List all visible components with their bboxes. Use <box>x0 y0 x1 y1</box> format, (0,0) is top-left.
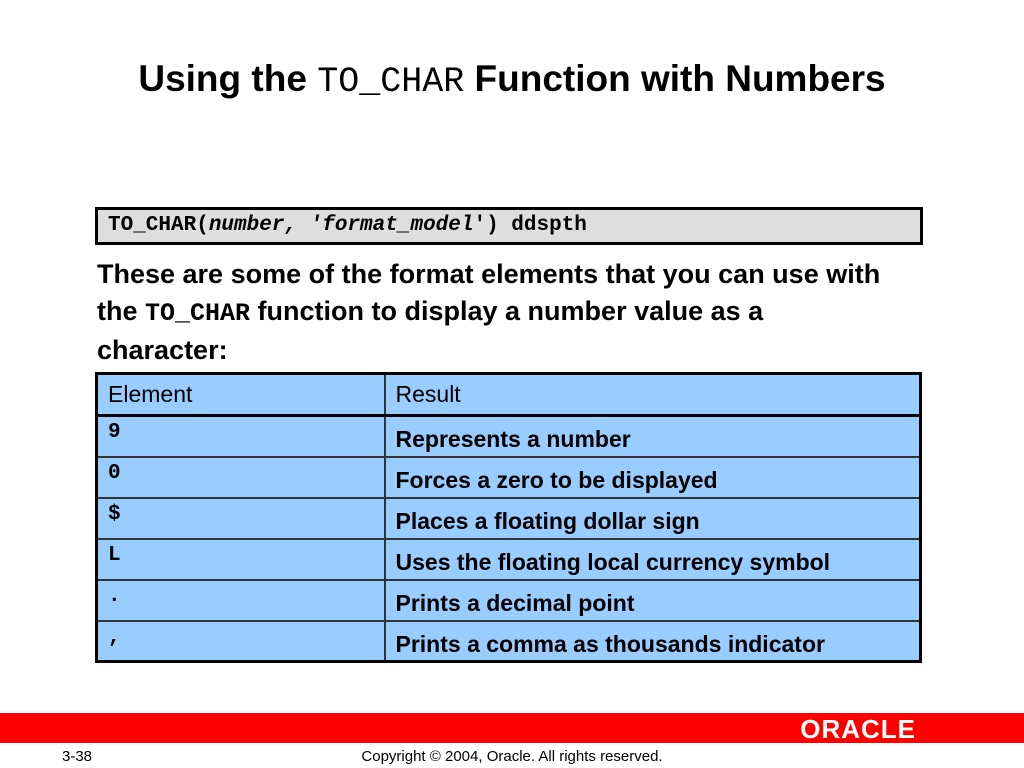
syntax-args: number, 'format_model <box>208 214 474 237</box>
oracle-logo: ORACLE <box>800 714 916 744</box>
syntax-box <box>95 207 923 245</box>
result-cell: Forces a zero to be displayed <box>385 457 921 498</box>
intro-part2: function to display a number value as a character: <box>97 296 764 365</box>
table-header-row <box>97 374 921 416</box>
table-row <box>97 621 921 662</box>
result-cell: Prints a comma as thousands indicator <box>385 621 921 662</box>
format-elements-table <box>95 372 922 663</box>
result-cell: Places a floating dollar sign <box>385 498 921 539</box>
header-element: Element <box>97 374 385 416</box>
intro-part1: These are some of the format elements that you can use with the <box>97 259 881 326</box>
title-prefix: Using the <box>138 58 318 99</box>
element-cell: . <box>97 580 385 621</box>
element-cell: $ <box>97 498 385 539</box>
element-cell: 0 <box>97 457 385 498</box>
intro-code: TO_CHAR <box>145 299 251 328</box>
slide-title <box>0 58 1024 102</box>
title-code: TO_CHAR <box>317 62 465 102</box>
element-cell: 9 <box>97 416 385 457</box>
table-row <box>97 539 921 580</box>
table-row <box>97 580 921 621</box>
title-suffix: Function with Numbers <box>464 58 886 99</box>
header-result: Result <box>385 374 921 416</box>
syntax-close: ') ddspth <box>473 214 587 237</box>
element-cell: , <box>97 621 385 662</box>
element-cell: L <box>97 539 385 580</box>
table-row <box>97 416 921 457</box>
copyright-text: Copyright © 2004, Oracle. All rights reserved. <box>361 748 663 765</box>
result-cell: Prints a decimal point <box>385 580 921 621</box>
result-cell: Represents a number <box>385 416 921 457</box>
intro-paragraph <box>97 256 897 369</box>
result-cell: Uses the floating local currency symbol <box>385 539 921 580</box>
slide-number: 3-38 <box>62 748 93 765</box>
table-row <box>97 457 921 498</box>
table-row <box>97 498 921 539</box>
syntax-func: TO_CHAR( <box>108 214 209 237</box>
